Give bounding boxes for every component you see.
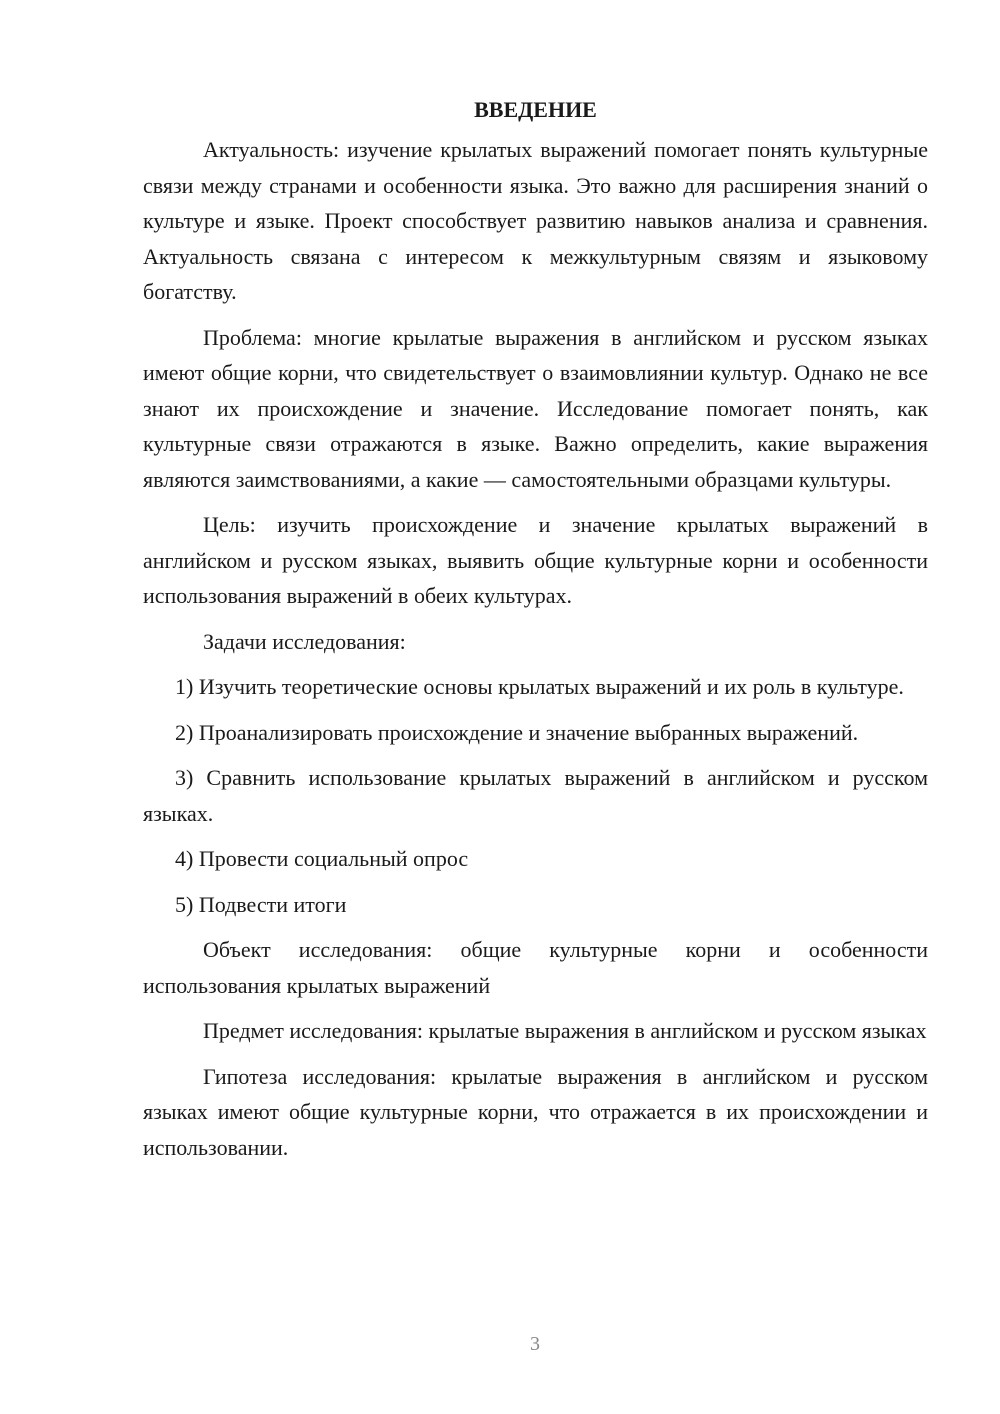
paragraph-hypothesis: Гипотеза исследования: крылатые выражения в английском и русском языках имеют общие культурные корни, что отражается в их происхождении и использовании. [143,1063,928,1160]
section-title: ВВЕДЕНИЕ [474,97,597,122]
document-page [143,92,928,1175]
paragraph-goal: Цель: изучить происхождение и значение крылатых выражений в английском и русском языках, выявить общие культурные корни и особенности использования выражений в обеих культурах. [143,512,928,608]
paragraph-object: Объект исследования: общие культурные корни и особенности использования крылатых выражений [143,937,928,998]
paragraph-subject: Предмет исследования: крылатые выражения в английском и русском языках [203,1018,927,1043]
tasks-heading: Задачи исследования: [203,628,406,654]
task-item-4: 4) Провести социальный опрос [175,846,469,871]
task-item-5: 5) Подвести итоги [175,891,347,917]
task-item-1: 1) Изучить теоретические основы крылатых выражений и их роль в культуре. [175,674,904,699]
paragraph-problem: Проблема: многие крылатые выражения в английском и русском языках имеют общие корни, что свидетельствует о взаимовлиянии культур. Однако не все знают их происхождение и значение. Исследование помогает понять, как культурные связи отражаются в языке. Важно определить, какие выражения являются заимствованиями, а какие — самостоятельными образцами культуры. [143,324,928,492]
task-item-2: 2) Проанализировать происхождение и значение выбранных выражений. [175,719,859,745]
paragraph-relevance: Актуальность: изучение крылатых выражений помогает понять культурные связи между странами и особенности языка. Это важно для расширения знаний о культуре и языке. Проект способствует развитию навыков анализа и сравнения. Актуальность связана с интересом к межкультурным связям и языковому богатству. [143,137,928,304]
task-item-3: 3) Сравнить использование крылатых выражений в английском и русском языках. [143,765,928,826]
page-number: 3 [530,1333,540,1355]
